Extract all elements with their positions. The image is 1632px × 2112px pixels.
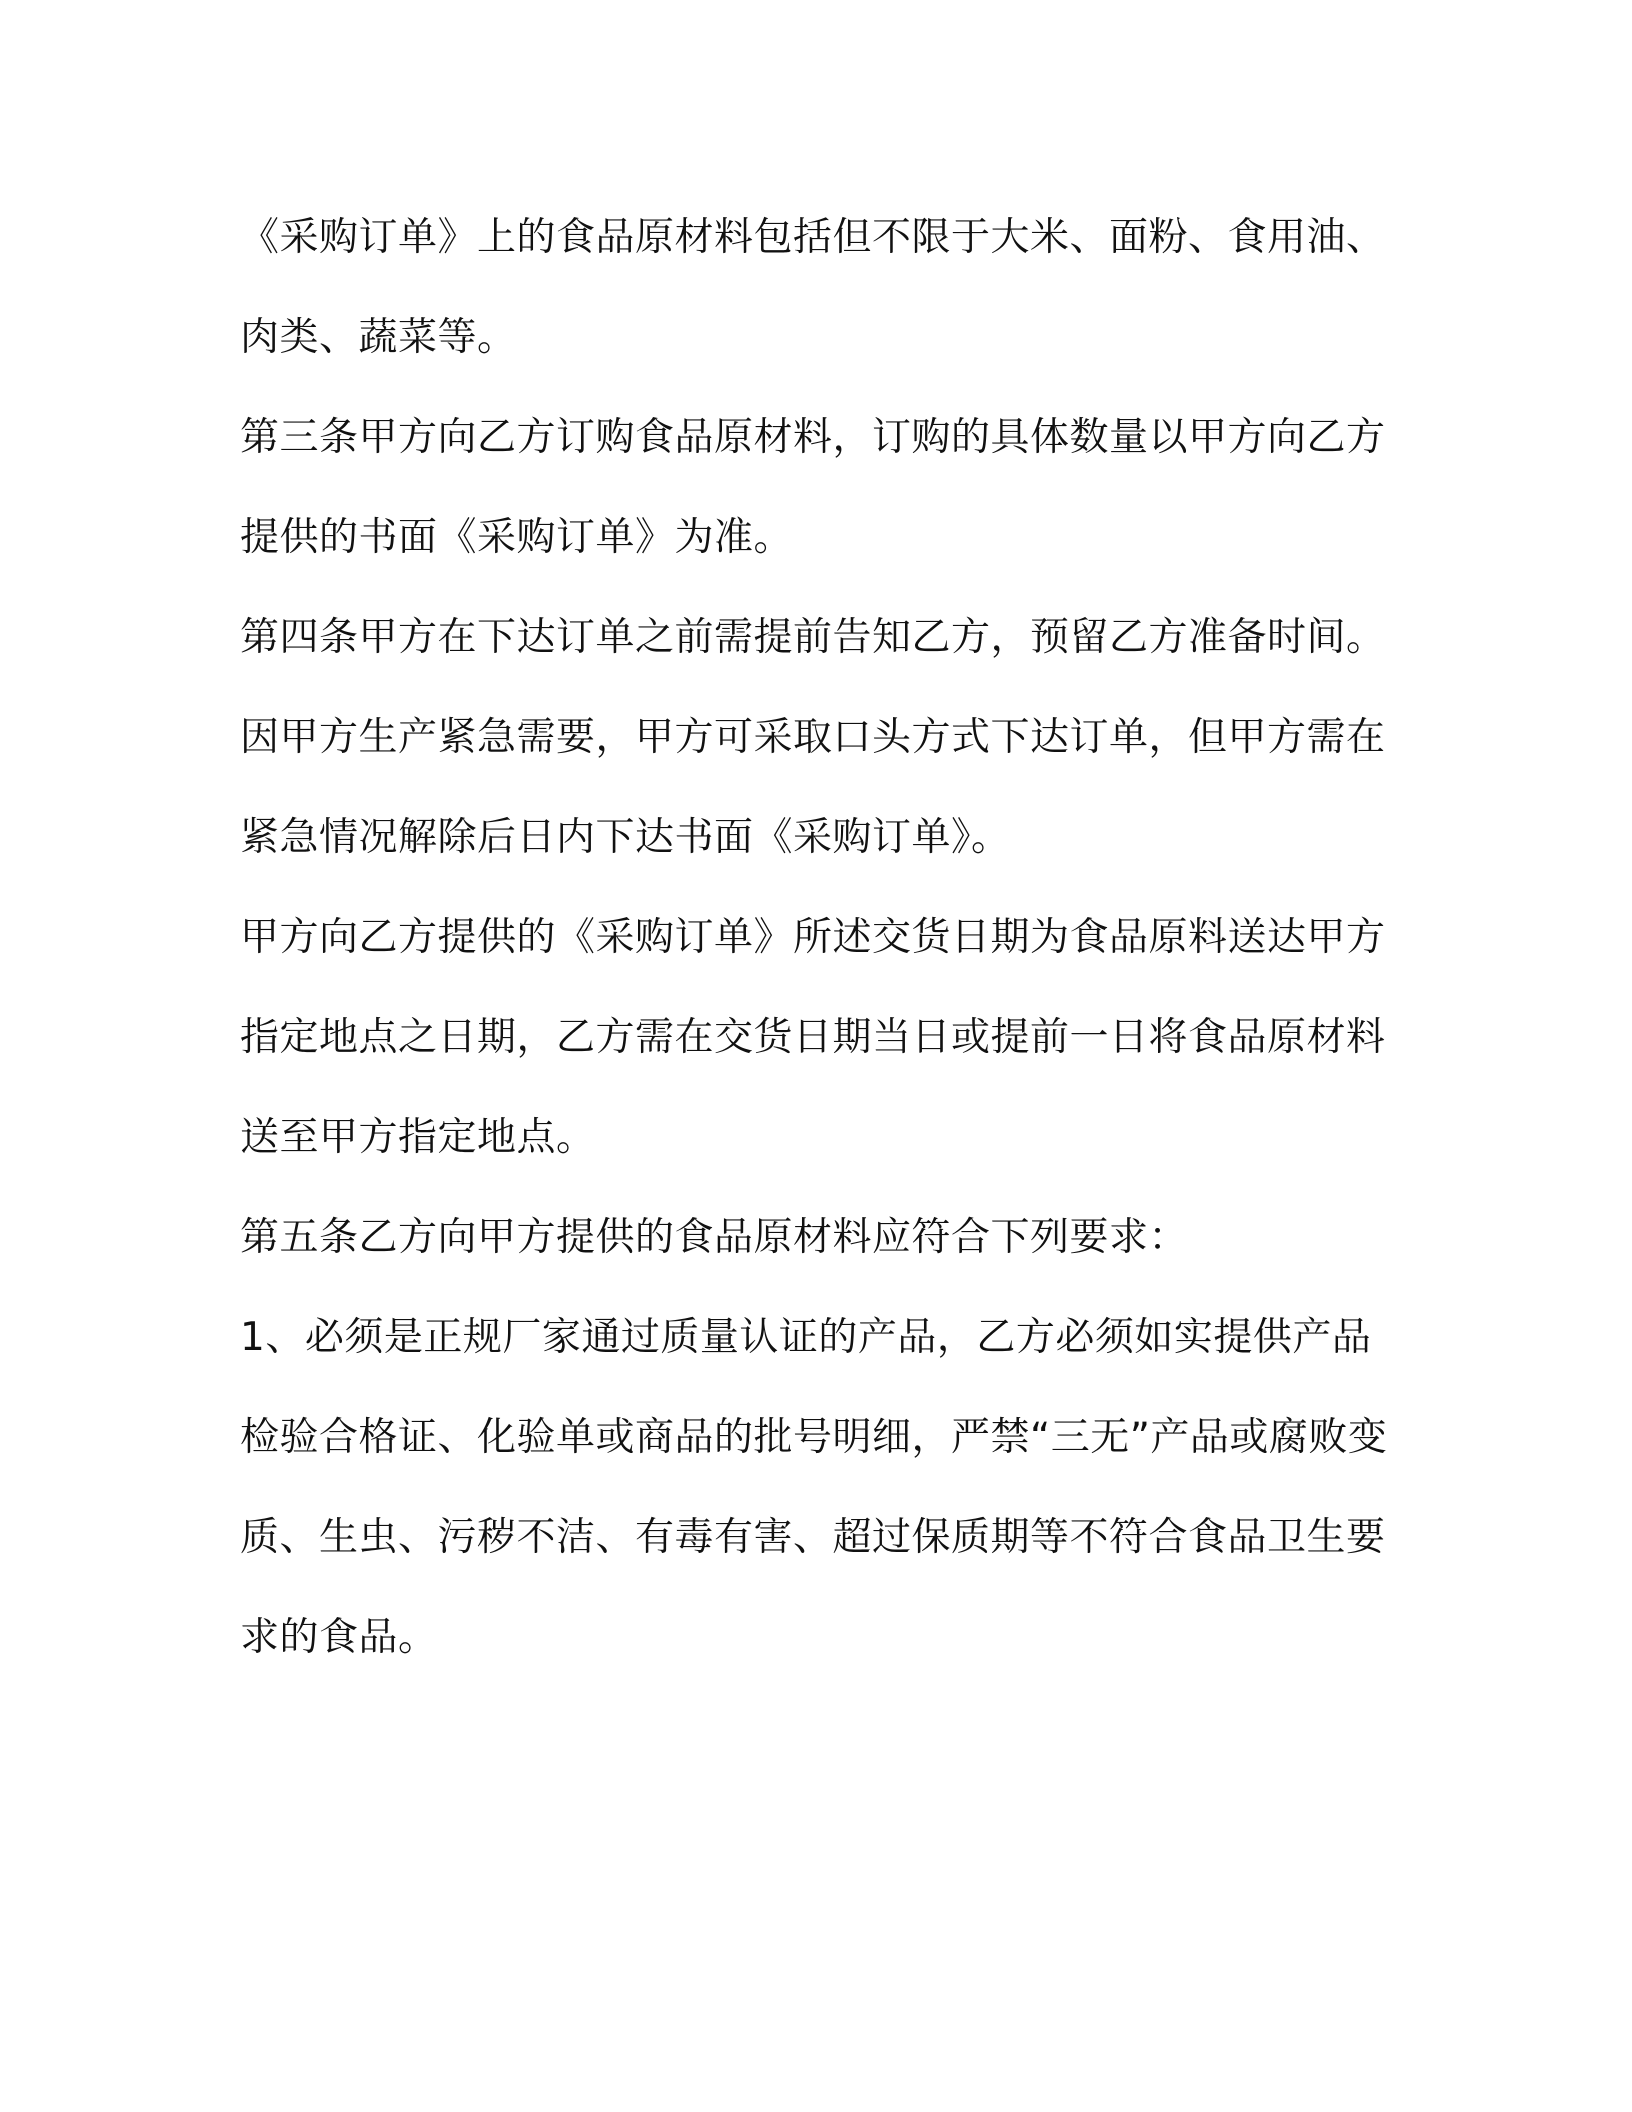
- paragraph-1: 《采购订单》上的食品原材料包括但不限于大米、面粉、食用油、肉类、蔬菜等。: [240, 215, 1386, 360]
- paragraph-3: 第四条甲方在下达订单之前需提前告知乙方，预留乙方准备时间。因甲方生产紧急需要，甲方可采取口头方式下达订单，但甲方需在紧急情况解除后日内下达书面《采购订单》。: [240, 615, 1386, 860]
- paragraph-5: 第五条乙方向甲方提供的食品原材料应符合下列要求：: [240, 1215, 1189, 1260]
- paragraph-4: 甲方向乙方提供的《采购订单》所述交货日期为食品原料送达甲方指定地点之日期，乙方需在交货日期当日或提前一日将食品原材料送至甲方指定地点。: [240, 915, 1386, 1160]
- document-body: [240, 188, 1400, 1688]
- paragraph-2: 第三条甲方向乙方订购食品原材料，订购的具体数量以甲方向乙方提供的书面《采购订单》为准。: [240, 415, 1386, 560]
- paragraph-6: 1、必须是正规厂家通过质量认证的产品，乙方必须如实提供产品检验合格证、化验单或商品的批号明细，严禁“三无”产品或腐败变质、生虫、污秽不洁、有毒有害、超过保质期等不符合食品卫生要求的食品。: [240, 1315, 1388, 1660]
